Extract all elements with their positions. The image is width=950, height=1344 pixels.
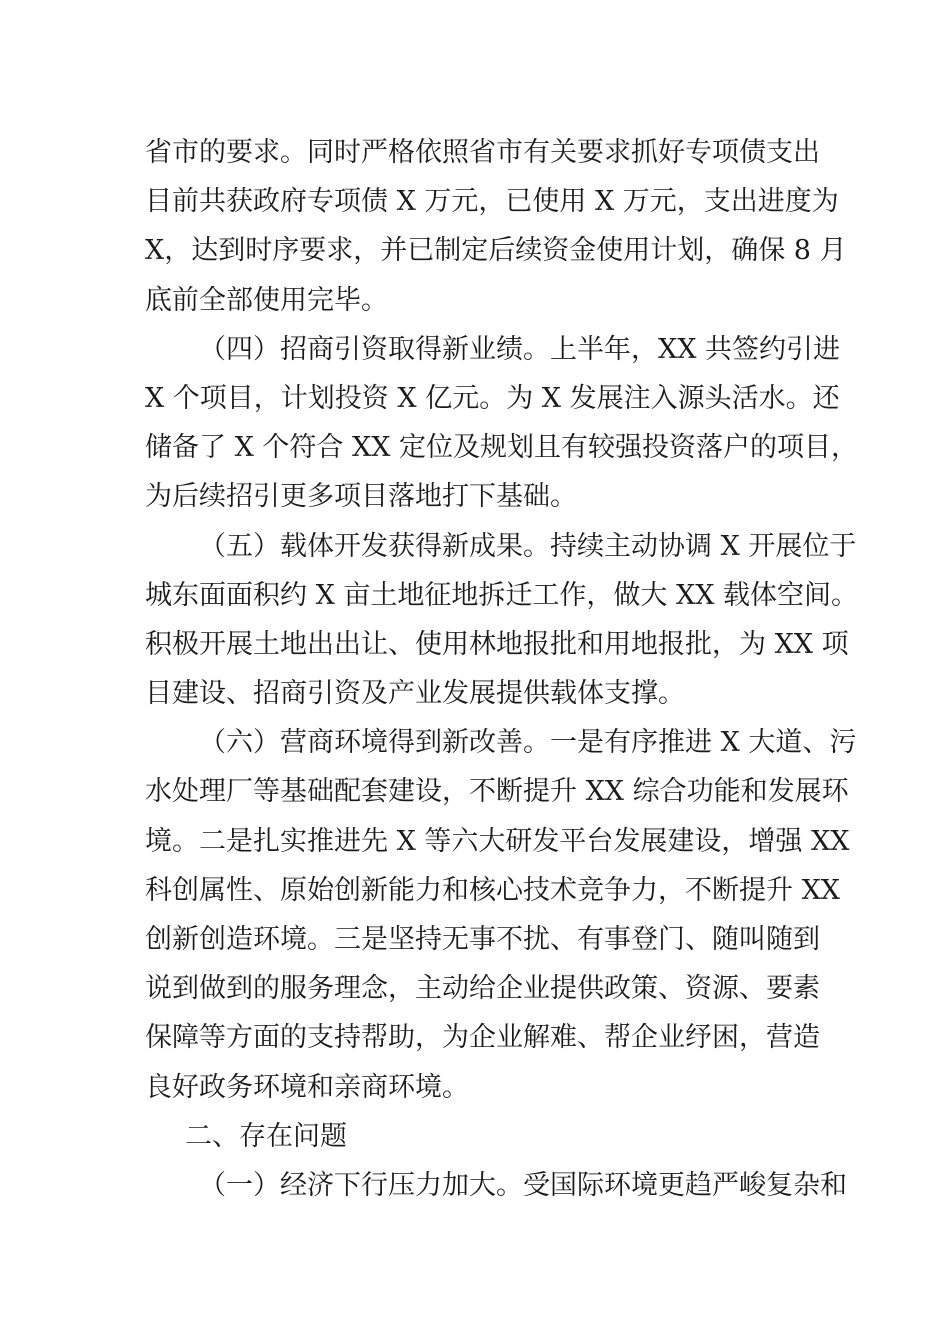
body-text — [145, 128, 858, 1210]
text-line: 水处理厂等基础配套建设，不断提升 XX 综合功能和发展环 — [145, 776, 849, 808]
section-heading: 二、存在问题 — [185, 1120, 347, 1152]
paragraph-heading-line: （六）营商环境得到新改善。一是有序推进 X 大道、污 — [199, 727, 857, 759]
text-line: 创新创造环境。三是坚持无事不扰、有事登门、随叫随到 — [145, 924, 820, 955]
text-line: X，达到时序要求，并已制定后续资金使用计划，确保 8 月 — [145, 235, 847, 267]
paragraph-heading-line: （五）载体开发获得新成果。持续主动协调 X 开展位于 — [199, 530, 857, 562]
text-line: 说到做到的服务理念，主动给企业提供政策、资源、要素 — [145, 973, 820, 1005]
text-line: 目前共获政府专项债 X 万元，已使用 X 万元，支出进度为 — [145, 186, 839, 218]
text-line: 为后续招引更多项目落地打下基础。 — [145, 481, 577, 513]
text-line: 目建设、招商引资及产业发展提供载体支撑。 — [145, 678, 685, 710]
paragraph-heading-line: （一）经济下行压力加大。受国际环境更趋严峻复杂和 — [199, 1169, 847, 1201]
text-line: X 个项目，计划投资 X 亿元。为 X 发展注入源头活水。还 — [145, 382, 840, 414]
text-line: 储备了 X 个符合 XX 定位及规划且有较强投资落户的项目， — [145, 432, 858, 464]
text-line: 良好政务环境和亲商环境。 — [145, 1071, 469, 1103]
text-line: 省市的要求。同时严格依照省市有关要求抓好专项债支出 — [145, 137, 820, 168]
text-line: 积极开展土地出出让、使用林地报批和用地报批，为 XX 项 — [145, 628, 849, 660]
text-line: 保障等方面的支持帮助，为企业解难、帮企业纾困，营造 — [145, 1022, 820, 1054]
text-line: 境。二是扎实推进先 X 等六大研发平台发展建设，增强 XX — [145, 825, 850, 857]
text-line: 底前全部使用完毕。 — [145, 284, 388, 316]
text-line: 科创属性、原始创新能力和核心技术竞争力，不断提升 XX — [145, 874, 841, 906]
paragraph-heading-line: （四）招商引资取得新业绩。上半年，XX 共签约引进 — [199, 333, 841, 365]
text-line: 城东面面积约 X 亩土地征地拆迁工作，做大 XX 载体空间。 — [145, 579, 858, 611]
